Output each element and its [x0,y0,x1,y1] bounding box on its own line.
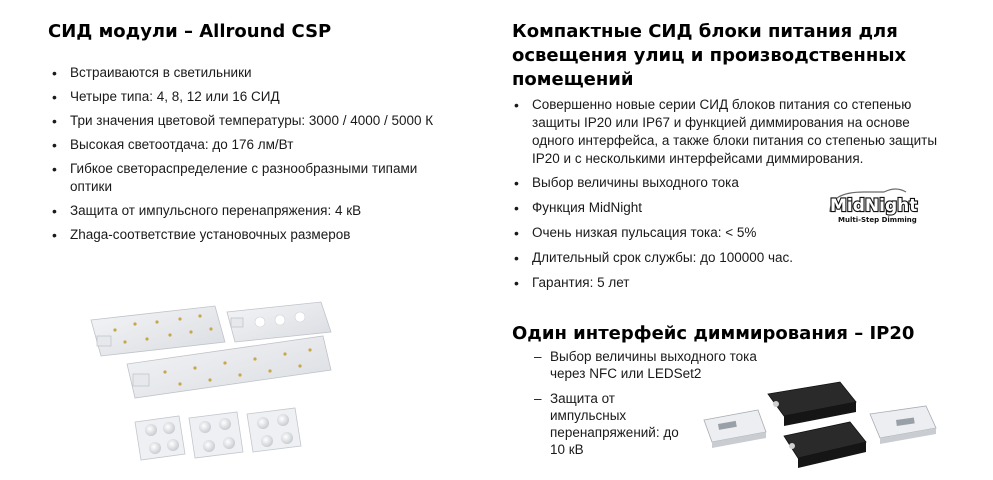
list-item: • Zhaga-соответствие установочных размеров [50,226,470,244]
logo-subtitle: Multi-Step Dimming [838,216,917,224]
list-item: • Защита от импульсного перенапряжения: 4 кВ [50,202,470,220]
driver-white-left [704,410,766,448]
right-column [512,20,932,92]
list-item: • Гарантия: 5 лет [512,274,952,292]
optic-module-3 [247,408,301,452]
list-item: • Гибкое светораспределение с разнообразными типами оптики [50,160,450,196]
optic-module-2 [189,412,243,458]
midnight-logo [824,186,924,226]
list-item: • Длительный срок службы: до 100000 час. [512,249,952,267]
driver-black-top [768,382,856,426]
ip20-list [512,348,757,458]
list-item: • Совершенно новые серии СИД блоков питания со степенью защиты IP20 или IP67 и функцией диммирования на основе одного интерфейса, а также блоки питания со степенью защиты IP20 и с несколькими интерфейсами диммирования. [512,96,942,168]
driver-white-right [870,406,936,444]
list-item: – Выбор величины выходного тока через NFC или LEDSet2 [512,348,770,382]
ip20-section [512,322,952,346]
optic-module-1 [135,416,185,460]
list-item: – Защита от импульсных перенапряжений: до 10 кВ [512,390,690,458]
list-item: • Выбор величины выходного тока [512,174,952,192]
left-title: СИД модули – Allround CSP [48,21,332,42]
right-title: Компактные СИД блоки питания для освещения улиц и производственных помещений [512,21,907,90]
logo-word: MidNight [830,196,918,216]
list-item: • Функция MidNight [512,199,952,217]
list-item: • Четыре типа: 4, 8, 12 или 16 СИД [50,88,470,106]
driver-black-bottom [784,422,866,468]
led-modules-image [85,290,335,470]
ip20-title: Один интерфейс диммирования – IP20 [512,323,915,344]
list-item: • Очень низкая пульсация тока: < 5% [512,224,952,242]
left-bullet-list [50,64,470,244]
list-item: • Три значения цветовой температуры: 3000 / 4000 / 5000 К [50,112,470,130]
left-column [48,20,478,44]
led-drivers-image [700,380,940,475]
led-board-top-right [227,302,331,342]
list-item: • Высокая светоотдача: до 176 лм/Вт [50,136,470,154]
led-board-large [91,306,225,356]
list-item: • Встраиваются в светильники [50,64,470,82]
